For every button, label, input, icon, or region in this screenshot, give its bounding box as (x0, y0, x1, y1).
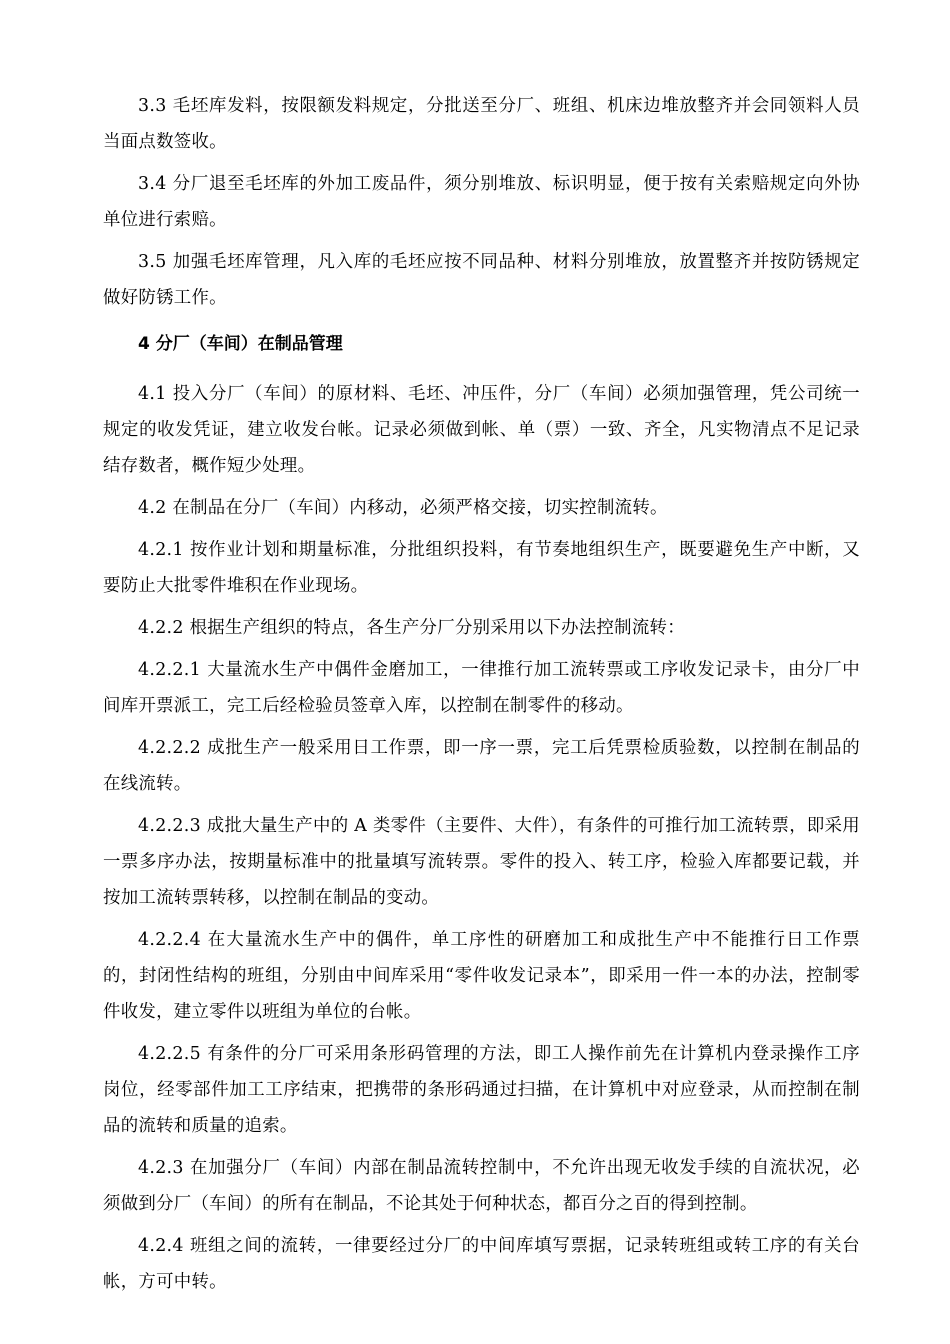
paragraph-4-2-4: 4.2.4 班组之间的流转，一律要经过分厂的中间库填写票据，记录转班组或转工序的有关台帐，方可中转。 (103, 1236, 860, 1292)
paragraph-3-4: 3.4 分厂退至毛坯库的外加工废品件，须分别堆放、标识明显，便于按有关索赔规定向外协单位进行索赔。 (103, 174, 860, 230)
paragraph-4-2-1: 4.2.1 按作业计划和期量标准，分批组织投料，有节奏地组织生产，既要避免生产中断，又要防止大批零件堆积在作业现场。 (103, 540, 860, 596)
paragraph-4-2-2-4: 4.2.2.4 在大量流水生产中的偶件，单工序性的研磨加工和成批生产中不能推行日工作票的，封闭性结构的班组，分别由中间库采用“零件收发记录本”，即采用一件一本的办法，控制零件收发，建立零件以班组为单位的台帐。 (103, 930, 860, 1022)
paragraph-4-2-2-5: 4.2.2.5 有条件的分厂可采用条形码管理的方法，即工人操作前先在计算机内登录操作工序岗位，经零部件加工工序结束，把携带的条形码通过扫描，在计算机中对应登录，从而控制在制品的流转和质量的追索。 (103, 1044, 860, 1136)
paragraph-4-2-2-1: 4.2.2.1 大量流水生产中偶件金磨加工，一律推行加工流转票或工序收发记录卡，由分厂中间库开票派工，完工后经检验员签章入库，以控制在制零件的移动。 (103, 660, 860, 716)
paragraph-4-1: 4.1 投入分厂（车间）的原材料、毛坯、冲压件，分厂（车间）必须加强管理，凭公司统一规定的收发凭证，建立收发台帐。记录必须做到帐、单（票）一致、齐全，凡实物清点不足记录结存数者，概作短少处理。 (103, 384, 860, 476)
paragraph-4-2-3: 4.2.3 在加强分厂（车间）内部在制品流转控制中，不允许出现无收发手续的自流状况，必须做到分厂（车间）的所有在制品，不论其处于何种状态，都百分之百的得到控制。 (103, 1158, 860, 1214)
paragraph-3-3: 3.3 毛坯库发料，按限额发料规定，分批送至分厂、班组、机床边堆放整齐并会同领料人员当面点数签收。 (103, 96, 860, 152)
paragraph-4-2: 4.2 在制品在分厂（车间）内移动，必须严格交接，切实控制流转。 (138, 498, 668, 518)
paragraph-4-2-2-2: 4.2.2.2 成批生产一般采用日工作票，即一序一票，完工后凭票检质验数，以控制在制品的在线流转。 (103, 738, 860, 794)
document-body (103, 88, 860, 1306)
paragraph-4-2-2: 4.2.2 根据生产组织的特点，各生产分厂分别采用以下办法控制流转： (138, 618, 685, 638)
paragraph-3-5: 3.5 加强毛坯库管理，凡入库的毛坯应按不同品种、材料分别堆放，放置整齐并按防锈规定做好防锈工作。 (103, 252, 860, 308)
section-heading-4: 4 分厂（车间）在制品管理 (138, 334, 343, 354)
paragraph-4-2-2-3: 4.2.2.3 成批大量生产中的 A 类零件（主要件、大件），有条件的可推行加工流转票，即采用一票多序办法，按期量标准中的批量填写流转票。零件的投入、转工序，检验入库都要记载，并按加工流转票转移，以控制在制品的变动。 (103, 816, 860, 908)
